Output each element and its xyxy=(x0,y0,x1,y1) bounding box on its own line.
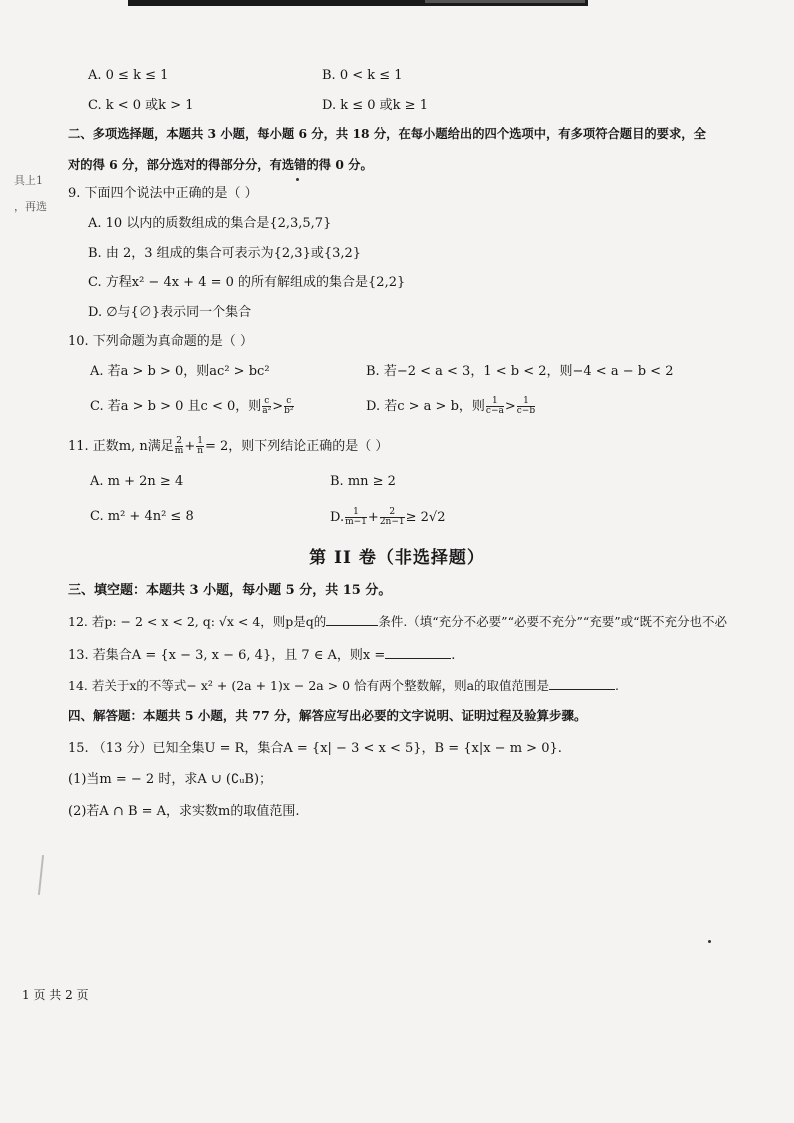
q14-answer-blank[interactable] xyxy=(549,677,615,690)
q11-option-d: D. $\frac{1}{m-1}$ + $\frac{2}{2n-1}$ ≥ 2√2 xyxy=(330,507,446,527)
q12-answer-blank[interactable] xyxy=(326,613,378,626)
section-multi-heading-line1: 二、多项选择题，本题共 3 小题，每小题 6 分，共 18 分，在每小题给出的四个选项中，有多项符合题目的要求，全 xyxy=(68,126,706,141)
q10-c-fraction-1: $\frac{c}{\text{a²}}$ xyxy=(262,396,272,416)
q8-option-b: B. 0 < k ≤ 1 xyxy=(322,68,403,83)
page-footer: 1 页 共 2 页 xyxy=(22,988,89,1002)
q11-option-a: A. m + 2n ≥ 4 xyxy=(90,474,184,489)
q11-fraction-1: $\frac{2}{m}$ xyxy=(174,436,184,456)
q12: 12. 若p: − 2 < x < 2, q: √x < 4，则p是q的 条件.（填“充分不必要”“必要不充分”“充要”或“既不充分也不必 xyxy=(68,614,728,629)
q15-part1: (1)当m = − 2 时，求A ∪ (∁ᵤB)； xyxy=(68,772,273,787)
section-answer-heading: 四、解答题：本题共 5 小题，共 77 分，解答应写出必要的文字说明、证明过程及验算步骤。 xyxy=(68,708,587,723)
q11-stem: 11. 正数m, n满足 $\frac{2}{m}$ + $\frac{1}{n}$ = 2，则下列结论正确的是（ ） xyxy=(68,436,389,456)
q9-option-c: C. 方程x² − 4x + 4 = 0 的所有解组成的集合是{2,2} xyxy=(88,275,406,290)
q8-option-d: D. k ≤ 0 或k ≥ 1 xyxy=(322,98,428,113)
scan-speck xyxy=(296,178,299,181)
q14: 14. 若关于x的不等式− x² + (2a + 1)x − 2a > 0 恰有两个整数解，则a的取值范围是 . xyxy=(68,678,620,693)
margin-note-1: 具上1 xyxy=(14,174,43,187)
q11-option-c: C. m² + 4n² ≤ 8 xyxy=(90,509,194,524)
margin-note-2: ，再选 xyxy=(14,200,47,213)
part2-title: 第 II 卷（非选择题） xyxy=(309,548,485,568)
q10-option-d-text: D. 若c > a > b，则 xyxy=(366,399,485,414)
q10-stem: 10. 下列命题为真命题的是（ ） xyxy=(68,334,253,349)
q9-stem: 9. 下面四个说法中正确的是（ ） xyxy=(68,186,258,201)
section-fill-heading: 三、填空题：本题共 3 小题，每小题 5 分，共 15 分。 xyxy=(68,583,392,598)
q11-fraction-2: $\frac{1}{n}$ xyxy=(197,436,203,456)
margin-pen-mark xyxy=(38,855,44,895)
section-multi-heading-line2: 对的得 6 分，部分选对的得部分分，有选错的得 0 分。 xyxy=(68,157,373,172)
q10-c-fraction-2: $\frac{c}{\text{b²}}$ xyxy=(284,396,294,416)
q13-answer-blank[interactable] xyxy=(385,646,451,659)
q9-option-a: A. 10 以内的质数组成的集合是{2,3,5,7} xyxy=(88,216,332,231)
q15-stem: 15. （13 分）已知全集U = R，集合A = {x| − 3 < x < 5}，B = {x|x − m > 0}. xyxy=(68,741,562,756)
q11-d-fraction-2: $\frac{2}{2n-1}$ xyxy=(379,507,405,527)
q11-option-b: B. mn ≥ 2 xyxy=(330,474,396,489)
q9-option-d: D. ∅与{∅}表示同一个集合 xyxy=(88,305,252,320)
q10-option-a: A. 若a > b > 0，则ac² > bc² xyxy=(90,364,270,379)
q10-option-c: C. 若a > b > 0 且c < 0，则 $\frac{c}{\text{a²}}$ > $\frac{c}{\text{b²}}$ xyxy=(90,396,294,416)
q8-option-a: A. 0 ≤ k ≤ 1 xyxy=(88,68,169,83)
q15-part2: (2)若A ∩ B = A，求实数m的取值范围. xyxy=(68,804,300,819)
q10-d-fraction-1: $\frac{1}{c-a}$ xyxy=(485,396,504,416)
scan-speck xyxy=(708,940,711,943)
q9-option-b: B. 由 2，3 组成的集合可表示为{2,3}或{3,2} xyxy=(88,246,362,261)
q10-option-d: D. 若c > a > b，则 $\frac{1}{c-a}$ > $\frac{1}{c-b}$ xyxy=(366,396,536,416)
q8-option-c: C. k < 0 或k > 1 xyxy=(88,98,194,113)
top-edge-bar-secondary xyxy=(425,0,585,3)
q10-d-fraction-2: $\frac{1}{c-b}$ xyxy=(516,396,536,416)
q10-option-c-text: C. 若a > b > 0 且c < 0，则 xyxy=(90,399,262,414)
q10-option-b: B. 若−2 < a < 3，1 < b < 2，则−4 < a − b < 2 xyxy=(366,364,674,379)
q13: 13. 若集合A = {x − 3, x − 6, 4}，且 7 ∈ A，则x = . xyxy=(68,648,456,663)
q11-d-fraction-1: $\frac{1}{m-1}$ xyxy=(345,507,367,527)
